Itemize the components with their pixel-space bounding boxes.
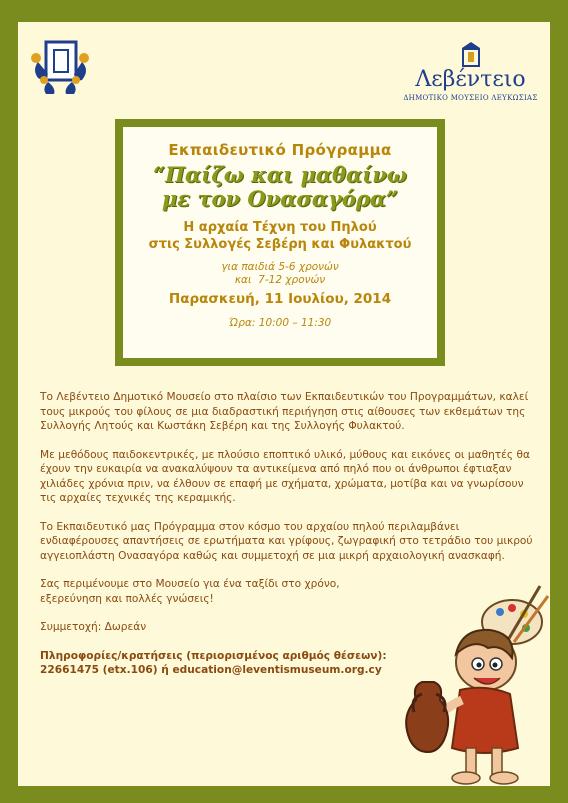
event-frame (115, 119, 445, 366)
invitation-line-1: Σας περιμένουμε στο Μουσείο για ένα ταξίδι στο χρόνο, (40, 578, 340, 590)
program-topic (123, 219, 437, 253)
slogan-line-2: με τον Ονασαγόρα” (161, 186, 399, 211)
paragraph-methods: Με μεθόδους παιδοκεντρικές, με πλούσιο εποπτικό υλικό, μύθους και εικόνες οι μαθητές θα έχουν την ευκαιρία να ανακαλύψουν τα αντικείμενα από πηλό που οι άνθρωποι έφτιαξαν χιλιάδες χρόνια πριν, να έλθουν σε επαφή με σχήματα, χρώματα, μοτίβα και να γνωρίσουν τις αρχαίες τεχνικές της κεραμικής. (40, 448, 530, 504)
topic-line-2: στις Συλλογές Σεβέρη και Φυλακτού (148, 237, 412, 252)
museum-children-logo-icon (28, 36, 92, 96)
paragraph-intro: Το Λεβέντειο Δημοτικό Μουσείο στο πλαίσιο των Εκπαιδευτικών του Προγραμμάτων, καλεί τους μικρούς του φίλους σε μια διαδραστική περιήγηση στις αίθουσες των εκθεμάτων της Συλλογής Λητούς και Κωστάκη Σεβέρη και της Συλλογής Φυλακτού. (40, 391, 529, 432)
museum-building-icon (460, 40, 482, 68)
museum-logo (403, 40, 538, 104)
contact-line-2: 22661475 (etx.106) ή education@leventismuseum.org.cy (40, 664, 382, 676)
program-title: Εκπαιδευτικό Πρόγραμμα (168, 141, 392, 159)
child-potter-mascot-icon (400, 582, 550, 786)
participation-note: Συμμετοχή: Δωρεάν (40, 621, 147, 633)
ages-line-1: για παιδιά 5-6 χρονών (221, 261, 339, 273)
invitation-line-2: εξερεύνηση και πολλές γνώσεις! (40, 592, 214, 605)
ages-line-2: και 7-12 χρονών (234, 274, 326, 286)
event-time: Ώρα: 10:00 – 11:30 (228, 317, 332, 329)
age-groups (123, 261, 437, 287)
program-slogan (123, 163, 437, 211)
slogan-line-1: “Παίζω και μαθαίνω (153, 162, 407, 187)
topic-line-1: Η αρχαία Τέχνη του Πηλού (183, 220, 377, 235)
paragraph-program: Το Εκπαιδευτικό μας Πρόγραμμα στον κόσμο του αρχαίου πηλού περιλαμβάνει ενδιαφέρουσες απαντήσεις σε ερωτήματα και γρίφους, ζωγραφική στο τετράδιο του μικρού αγγειοπλάστη Ονασαγόρα καθώς και συμμετοχή σε μια μικρή αρχαιολογική ανασκαφή. (40, 520, 533, 562)
poster-page (18, 22, 550, 786)
contact-line-1: Πληροφορίες/κρατήσεις (περιορισμένος αριθμός θέσεων): (40, 649, 387, 662)
event-date: Παρασκευή, 11 Ιουλίου, 2014 (168, 291, 392, 307)
museum-name: Λεβέντειο (415, 67, 526, 92)
museum-subtitle: ΔΗΜΟΤΙΚΟ ΜΟΥΣΕΙΟ ΛΕΥΚΩΣΙΑΣ (403, 94, 538, 102)
